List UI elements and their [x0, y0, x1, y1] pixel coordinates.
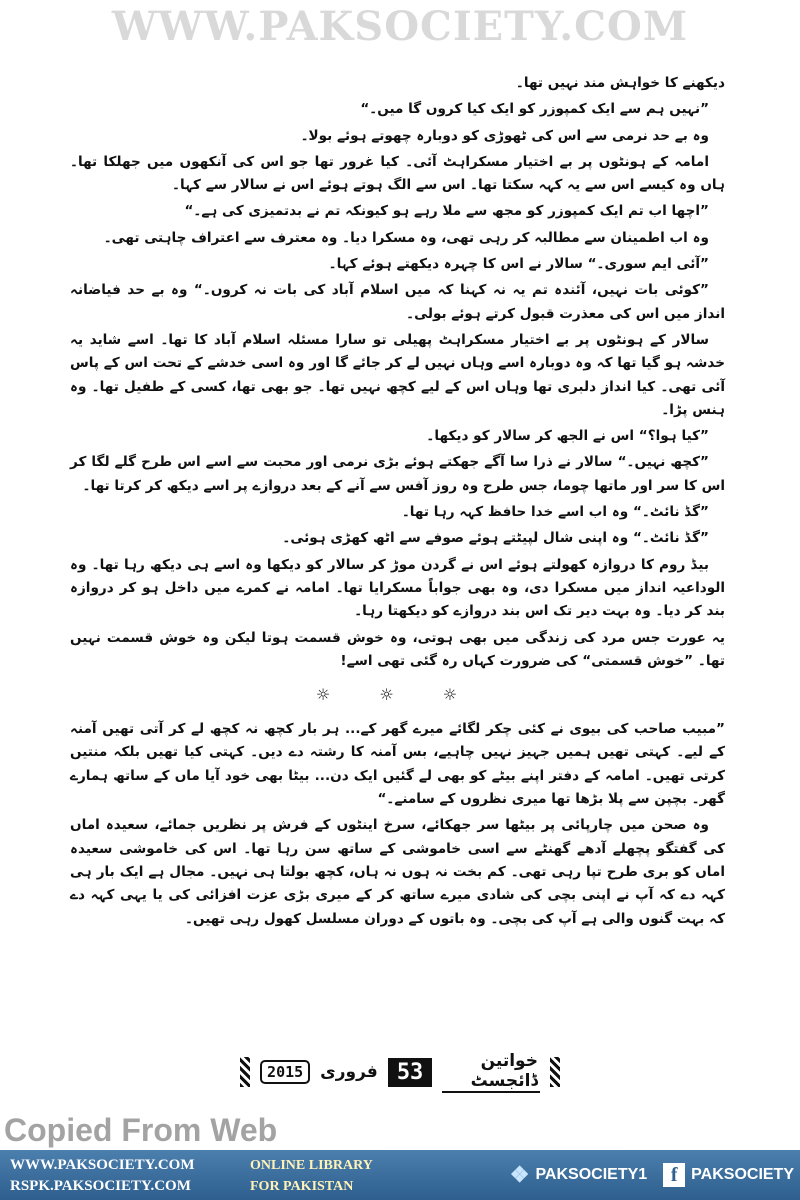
facebook-icon: f: [663, 1163, 685, 1187]
paragraph: ”گڈ نائٹ۔“ وہ اپنی شال لپیٹتے ہوئے صوفے سے اٹھ کھڑی ہوئی۔: [282, 530, 709, 547]
footer-url-link[interactable]: RSPK.PAKSOCIETY.COM: [10, 1178, 191, 1194]
paragraph: دیکھنے کا خواہش مند نہیں تھا۔: [515, 75, 725, 91]
paragraph: یہ عورت جس مرد کی زندگی میں بھی ہوتی، وہ خوش قسمت ہوتا لیکن وہ خوش قسمت نہیں تھا۔ ”خوش قسمتی“ کی ضرورت کہاں رہ گئی تھی اسے!: [70, 629, 725, 669]
page-footer-folio: [240, 1050, 560, 1094]
paragraph: سالار کے ہونٹوں پر بے اختیار مسکراہٹ پھیلی تو سارا مسئلہ اسلام آباد کا تھا۔ اسے شاید یہ خدشہ ہو گیا تھا کہ وہ دوبارہ اسے وہاں نہیں لے کر جائے گا اور وہ اسی خدشے کے تحت اس کے پاس آئی تھی۔ کیا انداز دلبری تھا وہاں اس کے لیے کچھ نہیں تھا۔ جو بھی تھا، کسی کے طفیل تھا۔ وہ ہنس پڑا۔: [70, 331, 725, 418]
facebook-handle[interactable]: PAKSOCIETY: [691, 1166, 794, 1183]
paragraph: ”اچھا اب تم ایک کمپوزر کو مجھ سے ملا رہے ہو کیونکہ تم نے بدتمیزی کی ہے۔“: [184, 203, 709, 220]
paragraph: ”گڈ نائٹ۔“ وہ اب اسے خدا حافظ کہہ رہا تھا۔: [401, 504, 709, 521]
paragraph: وہ اب اطمینان سے مطالبہ کر رہی تھی، وہ مسکرا دیا۔ وہ معترف سے اعتراف چاہتی تھی۔: [103, 229, 709, 246]
library-line: FOR PAKISTAN: [250, 1179, 354, 1194]
paragraph: ”کیا ہوا؟“ اس نے الجھ کر سالار کو دیکھا۔: [426, 428, 709, 445]
page-number: 53: [388, 1058, 433, 1087]
twitter-handle[interactable]: PAKSOCIETY1: [535, 1166, 648, 1183]
scene-break-stars: ☼ ☼ ☼: [315, 685, 480, 705]
social-links: [510, 1163, 794, 1187]
ornament-icon: [550, 1057, 560, 1087]
top-watermark: WWW.PAKSOCIETY.COM: [111, 2, 689, 50]
paragraph: وہ صحن میں چارپائی پر بیٹھا سر جھکائے، سرخ اینٹوں کے فرش پر نظریں جمائے، سعیدہ اماں کی گفتگو پچھلے آدھے گھنٹے سے اسی خاموشی کے ساتھ سن رہا تھا۔ اس کی خاموشی سعیدہ اماں کو بری طرح تپا رہی تھی۔ کم بخت نہ ہوں نہ ہاں، کچھ بولتا ہی نہیں۔ مجال ہے ایک بار ہی کہہ دے کہ آپ نے اپنی بچی کی شادی میرے ساتھ کر کے میری بڑی عزت افزائی کی یا یہی کہہ دے کہ بہت گنوں والی ہے آپ کی بچی۔ وہ باتوں کے دوران مسلسل کھول رہی تھیں۔: [70, 817, 725, 927]
ornament-icon: [240, 1057, 250, 1087]
paragraph: وہ بے حد نرمی سے اس کی ٹھوڑی کو دوبارہ چھوتے ہوئے بولا۔: [300, 127, 709, 144]
paragraph: بیڈ روم کا دروازہ کھولتے ہوئے اس نے گردن موڑ کر سالار کو دیکھا وہ اسے ہی دیکھ رہا تھا۔ وہ الوداعیہ انداز میں مسکرا دی، وہ بھی جواباً مسکرایا تھا۔ امامہ نے کمرے میں داخل ہو کر دروازہ بند کر دیا۔ وہ بہت دیر تک اس بند دروازے کو دیکھتا رہا۔: [70, 556, 725, 620]
site-footer-banner: [0, 1150, 800, 1200]
library-line: ONLINE LIBRARY: [250, 1158, 373, 1173]
online-library-label: [250, 1155, 373, 1197]
footer-urls: [10, 1155, 194, 1197]
page-body: [70, 72, 725, 927]
paragraph: ”کوئی بات نہیں، آئندہ تم یہ نہ کہنا کہ میں اسلام آباد کی بات نہ کروں۔“ وہ بے حد فیاضانہ انداز میں اس کی معذرت قبول کرتے ہوئے بولی۔: [70, 282, 725, 322]
footer-url-link[interactable]: WWW.PAKSOCIETY.COM: [10, 1157, 195, 1173]
copied-watermark: Copied From Web: [4, 1112, 278, 1148]
paragraph: ”کچھ نہیں۔“ سالار نے ذرا سا آگے جھکتے ہوئے بڑی نرمی اور محبت سے اسے اس طرح گلے لگا کر اس کا سر اور ماتھا چوما، جس طرح وہ روز آفس سے آنے کے بعد دروازے پر اسے دیکھ کر کرتا تھا۔: [70, 454, 725, 494]
paragraph: امامہ کے ہونٹوں پر بے اختیار مسکراہٹ آئی۔ کیا غرور تھا جو اس کی آنکھوں میں جھلکا تھا۔ ہاں وہ کیسے اس سے یہ کہہ سکتا تھا۔ اس سے الگ ہوتے ہوئے اس نے سالار سے کہا۔: [70, 153, 725, 194]
paragraph: ”نہیں ہم سے ایک کمپوزر کو ایک کیا کروں گا میں۔“: [360, 101, 709, 118]
paragraph: ”مبیب صاحب کی بیوی نے کئی چکر لگائے میرے گھر کے... ہر بار کچھ نہ کچھ لے کر آتی تھیں آمنہ کے لیے۔ کہتی تھیں ہمیں جہیز نہیں چاہیے، بس آمنہ کا رشتہ دے دیں۔ کہتی کیا تھیں بلکہ منتیں کرتی تھیں۔ امامہ کے دفتر اپنے بیٹے کو بھی لے گئیں ایک دن... بیٹا بھی خود آیا ماں کے ساتھ ہمارے گھر۔ بچپن سے پلا بڑھا تھا میری نظروں کے سامنے۔“: [70, 721, 725, 808]
twitter-icon: ❖: [509, 1162, 530, 1187]
issue-month: فروری: [320, 1062, 378, 1082]
magazine-title: خواتین ڈائجسٹ: [442, 1051, 540, 1093]
paragraph: ”آئی ایم سوری۔“ سالار نے اس کا چہرہ دیکھتے ہوئے کہا۔: [328, 256, 709, 273]
issue-year: 2015: [260, 1060, 310, 1084]
